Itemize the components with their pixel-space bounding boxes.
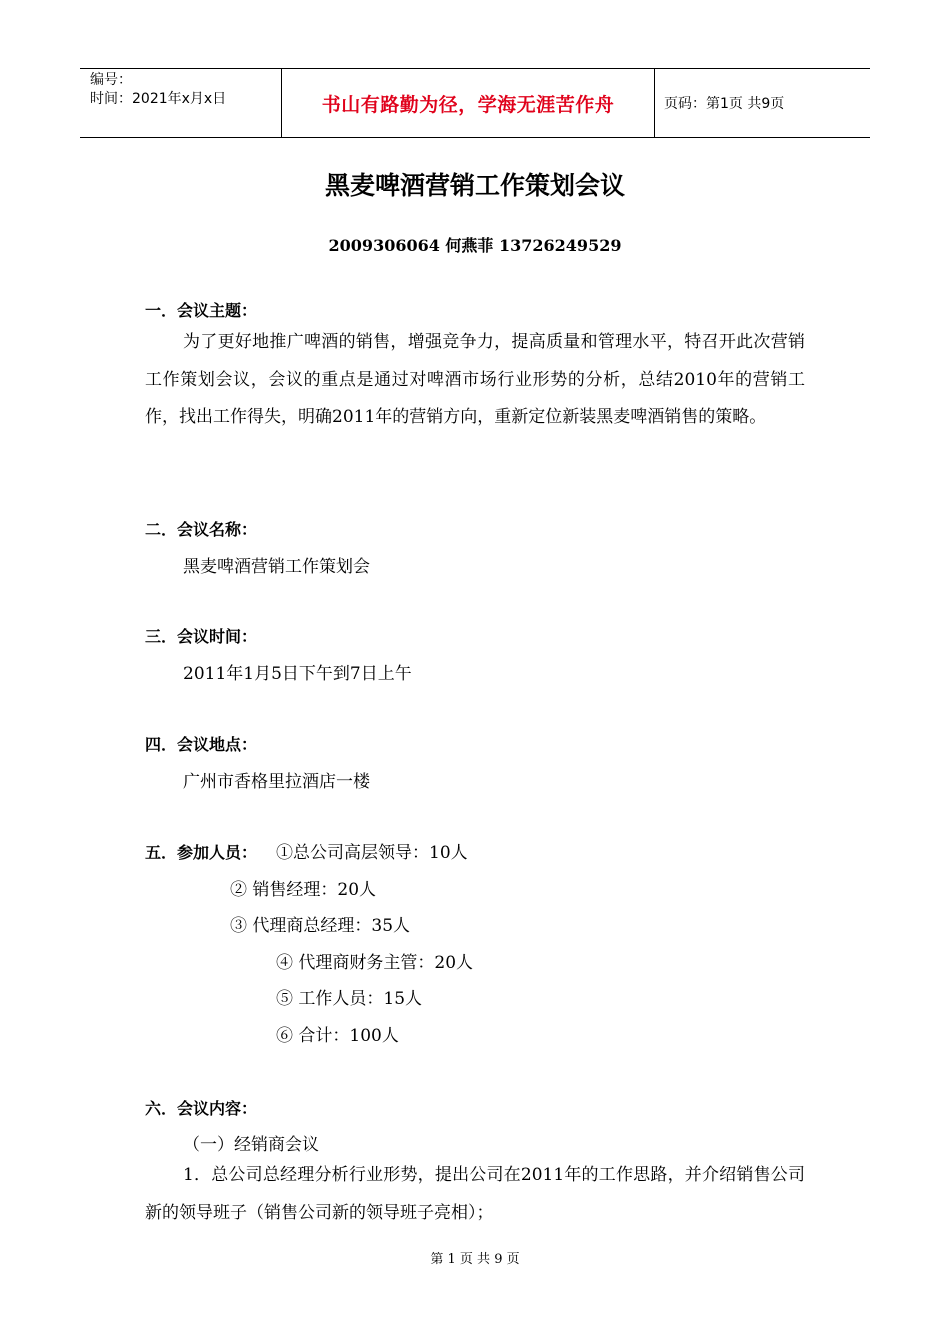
attendee-item: ② 销售经理：20人 xyxy=(230,880,377,900)
header-motto-cell xyxy=(281,69,655,137)
author-line: 2009306064 何燕菲 13726249529 xyxy=(328,236,622,255)
section-heading-content: 六．会议内容： xyxy=(145,1099,258,1118)
page-footer: 第 1 页 共 9 页 xyxy=(430,1252,520,1267)
document-number-label: 编号： xyxy=(90,72,132,88)
header-motto: 书山有路勤为径，学海无涯苦作舟 xyxy=(321,93,615,116)
attendee-item: ③ 代理商总经理：35人 xyxy=(230,916,411,936)
attendee-item: ⑤ 工作人员：15人 xyxy=(276,989,423,1009)
attendee-item: ①总公司高层领导：10人 xyxy=(276,843,468,863)
header-page-cell xyxy=(655,69,870,137)
header-meta xyxy=(80,69,280,137)
attendee-total: ⑥ 合计：100人 xyxy=(276,1026,399,1046)
attendee-item: ④ 代理商财务主管：20人 xyxy=(276,953,474,973)
document-time-label: 时间：2021年x月x日 xyxy=(90,91,227,107)
section-body-name: 黑麦啤酒营销工作策划会 xyxy=(183,557,370,577)
section-heading-name: 二．会议名称： xyxy=(145,520,258,539)
section-body-location: 广州市香格里拉酒店一楼 xyxy=(183,772,370,792)
section-heading-attendees: 五．参加人员： xyxy=(145,843,258,862)
header-page-info: 页码：第1页 共9页 xyxy=(664,96,785,112)
page-header xyxy=(80,68,870,138)
section-body-theme: 为了更好地推广啤酒的销售，增强竞争力，提高质量和管理水平，特召开此次营销工作策划会议，会议的重点是通过对啤酒市场行业形势的分析，总结2010年的营销工作，找出工作得失，明确2011年的营销方向，重新定位新装黑麦啤酒销售的策略。 xyxy=(145,332,805,427)
section-heading-theme: 一．会议主题： xyxy=(145,301,258,320)
subsection-dealer-meeting: （一）经销商会议 xyxy=(183,1135,319,1155)
document-title: 黑麦啤酒营销工作策划会议 xyxy=(324,171,625,200)
section-heading-location: 四．会议地点： xyxy=(145,735,258,754)
content-item: 1．总公司总经理分析行业形势，提出公司在2011年的工作思路，并介绍销售公司新的领导班子（销售公司新的领导班子亮相）； xyxy=(145,1165,805,1223)
section-heading-time: 三．会议时间： xyxy=(145,627,258,646)
section-body-time: 2011年1月5日下午到7日上午 xyxy=(183,664,412,684)
